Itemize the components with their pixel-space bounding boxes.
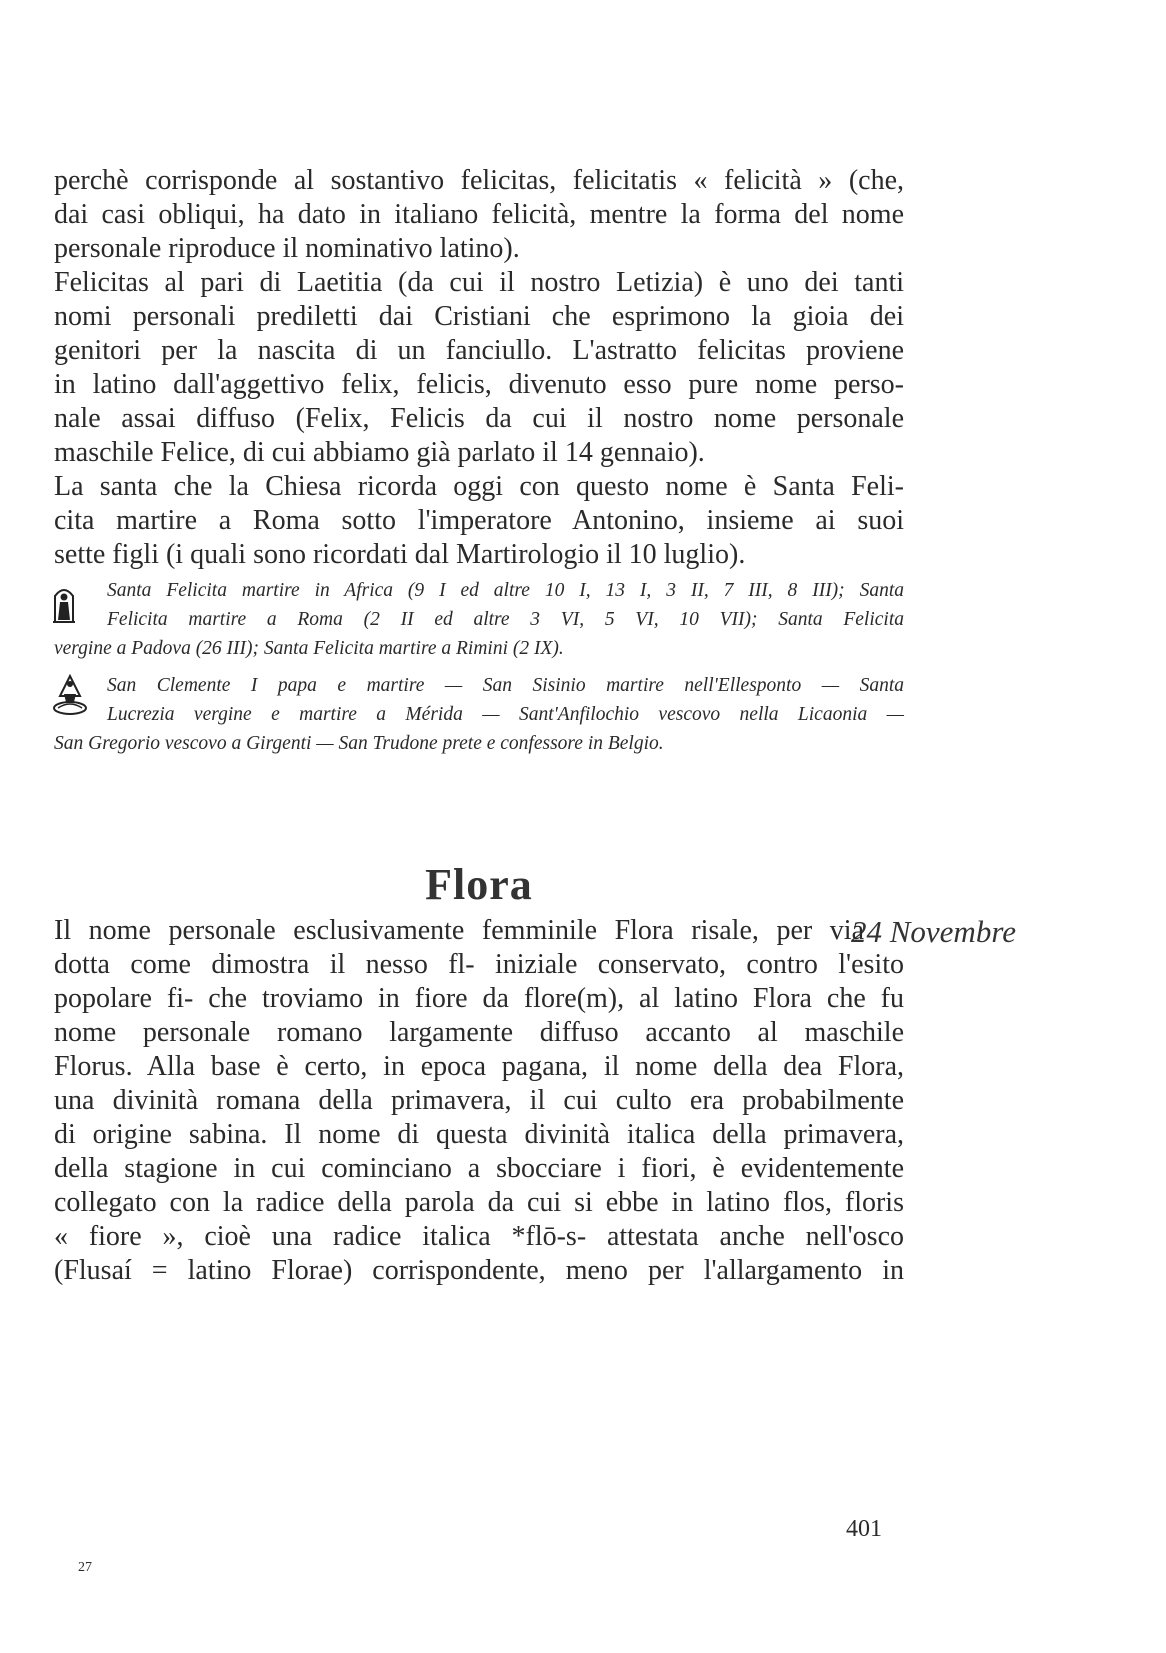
- note-line: San Clemente I papa e martire — San Sisinio martire nell'Ellesponto — Santa: [107, 675, 904, 696]
- text-line: cita martire a Roma sotto l'imperatore Antonino, insieme ai suoi: [54, 505, 904, 536]
- page-number: 401: [846, 1516, 882, 1542]
- text-line: genitori per la nascita di un fanciullo. L'astratto felicitas proviene: [54, 335, 904, 366]
- text-line: in latino dall'aggettivo felix, felicis, divenuto esso pure nome perso-: [54, 369, 904, 400]
- text-line: « fiore », cioè una radice italica *flō-s- attestata anche nell'osco: [54, 1221, 904, 1252]
- text-line: una divinità romana della primavera, il cui culto era probabilmente: [54, 1085, 904, 1116]
- text-line: nale assai diffuso (Felix, Felicis da cui il nostro nome personale: [54, 403, 904, 434]
- text-line: nome personale romano largamente diffuso accanto al maschile: [54, 1017, 904, 1048]
- text-line: collegato con la radice della parola da cui si ebbe in latino flos, floris: [54, 1187, 904, 1218]
- signature-mark: 27: [78, 1560, 92, 1575]
- text-line: perchè corrisponde al sostantivo felicitas, felicitatis « felicità » (che,: [54, 165, 904, 196]
- saint-figure-icon: [52, 582, 76, 624]
- section-title: Flora: [425, 860, 533, 909]
- text-line: personale riproduce il nominativo latino).: [54, 233, 520, 264]
- note-line: vergine a Padova (26 III); Santa Felicita martire a Rimini (2 IX).: [54, 638, 564, 659]
- section-date: 24 Novembre: [850, 914, 1016, 949]
- text-line: nomi personali prediletti dai Cristiani che esprimono la gioia dei: [54, 301, 904, 332]
- text-line: di origine sabina. Il nome di questa divinità italica della primavera,: [54, 1119, 904, 1150]
- calendar-saint-icon: [50, 672, 90, 716]
- note-line: Felicita martire a Roma (2 II ed altre 3 VI, 5 VI, 10 VII); Santa Felicita: [107, 609, 904, 630]
- note-line: Santa Felicita martire in Africa (9 I ed altre 10 I, 13 I, 3 II, 7 III, 8 III); Santa: [107, 580, 904, 601]
- note-line: San Gregorio vescovo a Girgenti — San Trudone prete e confessore in Belgio.: [54, 733, 664, 754]
- text-line: popolare fi- che troviamo in fiore da flore(m), al latino Flora che fu: [54, 983, 904, 1014]
- text-line: dai casi obliqui, ha dato in italiano felicità, mentre la forma del nome: [54, 199, 904, 230]
- text-line: Florus. Alla base è certo, in epoca pagana, il nome della dea Flora,: [54, 1051, 904, 1082]
- text-line: maschile Felice, di cui abbiamo già parlato il 14 gennaio).: [54, 437, 705, 468]
- text-line: Felicitas al pari di Laetitia (da cui il nostro Letizia) è uno dei tanti: [54, 267, 904, 298]
- text-line: Il nome personale esclusivamente femminile Flora risale, per via: [54, 915, 864, 946]
- text-line: (Flusaí = latino Florae) corrispondente, meno per l'allargamento in: [54, 1255, 904, 1286]
- note-line: Lucrezia vergine e martire a Mérida — Sant'Anfilochio vescovo nella Licaonia —: [107, 704, 904, 725]
- text-line: La santa che la Chiesa ricorda oggi con questo nome è Santa Feli-: [54, 471, 904, 502]
- text-line: della stagione in cui cominciano a sbocciare i fiori, è evidentemente: [54, 1153, 904, 1184]
- text-line: sette figli (i quali sono ricordati dal Martirologio il 10 luglio).: [54, 539, 746, 570]
- text-line: dotta come dimostra il nesso fl- iniziale conservato, contro l'esito: [54, 949, 904, 980]
